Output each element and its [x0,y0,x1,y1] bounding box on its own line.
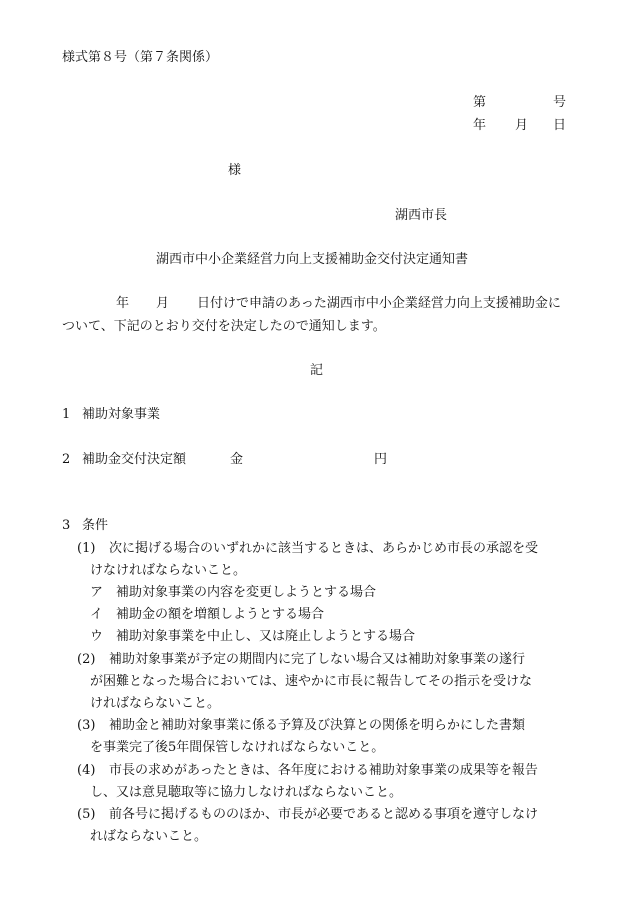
form-label: 様式第８号（第７条関係） [62,50,219,65]
condition-number: (3) [77,718,96,733]
condition-line: し、又は意見聴取等に協力しなければならないこと。 [90,785,403,800]
issuer: 湖西市長 [395,208,448,223]
subitem-text: 補助対象事業を中止し、又は廃止しようとする場合 [116,629,416,644]
condition-line: を事業完了後5年間保管しなければならないこと。 [90,740,385,755]
condition-line: ればならないこと。 [90,829,208,844]
condition-line: 前各号に掲げるもののほか、市長が必要であると認める事項を遵守しなけ [109,807,539,822]
body-month: 月 [156,296,170,311]
date-day: 日 [553,118,567,133]
subitem-mark: ア [90,585,104,600]
subitem-text: 補助金の額を増額しようとする場合 [116,607,325,622]
condition-number: (4) [77,763,96,778]
item-2-number: 2 [62,452,71,467]
subitem-mark: ウ [90,629,104,644]
doc-number-suffix: 号 [553,95,567,110]
body-line2: ついて、下記のとおり交付を決定したので通知します。 [62,319,386,334]
condition-number: (2) [77,652,96,667]
doc-number-prefix: 第 [473,95,487,110]
condition-number: (5) [77,807,96,822]
condition-line: ければならないこと。 [90,696,221,711]
body-line1-rest: 日付けで申請のあった湖西市中小企業経営力向上支援補助金に [197,296,561,311]
item-3-label: 条件 [82,518,109,533]
item-3-number: 3 [62,518,71,533]
addressee: 様 [228,163,242,178]
date-month: 月 [515,118,529,133]
item-1-label: 補助対象事業 [82,407,161,422]
item-2-yen: 円 [374,452,388,467]
item-1-number: 1 [62,407,71,422]
condition-line: 補助対象事業が予定の期間内に完了しない場合又は補助対象事業の遂行 [109,652,526,667]
condition-line: 市長の求めがあったときは、各年度における補助対象事業の成果等を報告 [109,763,538,778]
condition-line: が困難となった場合においては、速やかに市長に報告してその指示を受けな [90,674,533,689]
condition-line: けなければならないこと。 [90,563,247,578]
item-2-kin: 金 [230,452,244,467]
condition-line: 補助金と補助対象事業に係る予算及び決算との関係を明らかにした書類 [109,718,526,733]
ki-heading: 記 [310,363,324,378]
subitem-text: 補助対象事業の内容を変更しようとする場合 [116,585,377,600]
condition-number: (1) [77,541,96,556]
body-year: 年 [116,296,130,311]
condition-line: 次に掲げる場合のいずれかに該当するときは、あらかじめ市長の承認を受 [109,541,539,556]
item-2-label: 補助金交付決定額 [82,452,187,467]
document-title: 湖西市中小企業経営力向上支援補助金交付決定通知書 [156,252,469,267]
date-year: 年 [473,118,487,133]
subitem-mark: イ [90,607,104,622]
